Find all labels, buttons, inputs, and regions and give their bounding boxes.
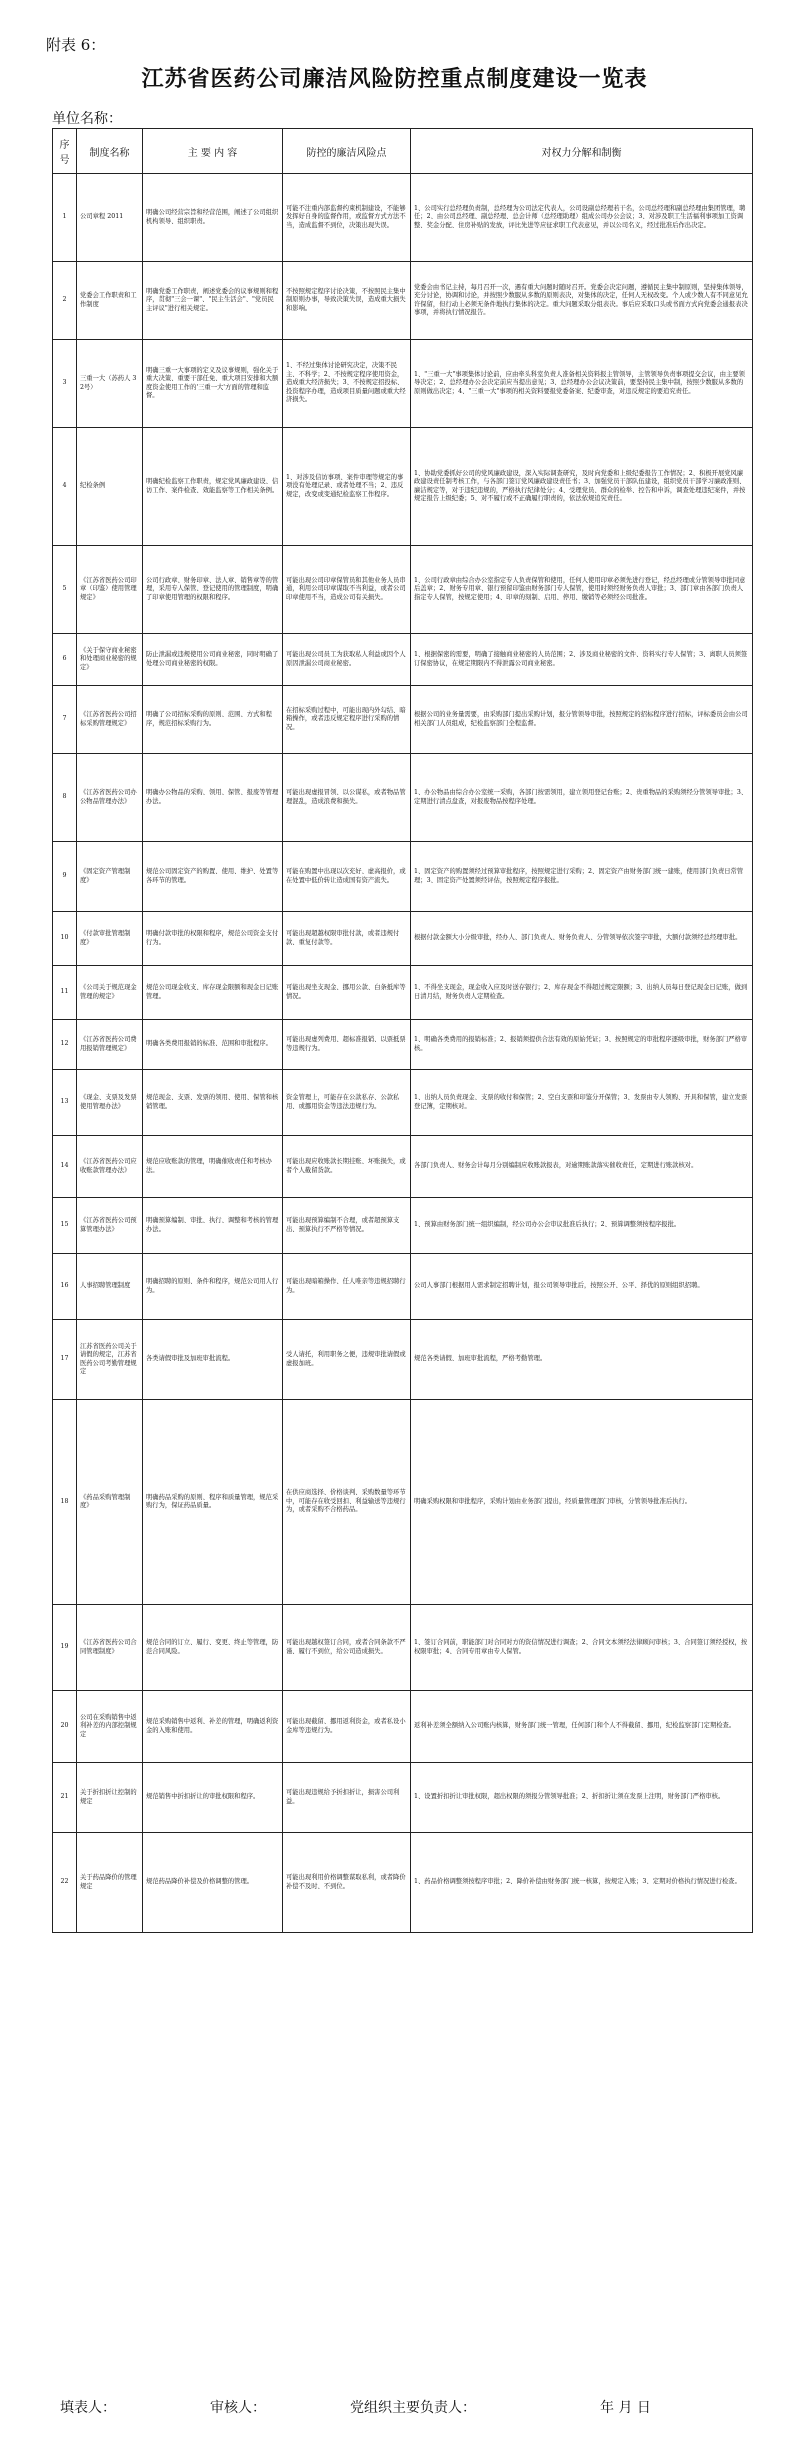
cell-no: 20 <box>53 1691 77 1763</box>
table-row <box>53 546 753 634</box>
cell-name: 《江苏省医药公司办公物品管理办法》 <box>77 754 143 842</box>
cell-name: 《付款审批管理制度》 <box>77 912 143 966</box>
cell-no: 21 <box>53 1763 77 1833</box>
cell-risk: 可能出现公司印章保管员和其他业务人员串通，利用公司印章谋取不当利益，或者公司印章使用不当，造成公司有关损失。 <box>283 546 411 634</box>
regulation-table <box>52 128 753 1933</box>
cell-content: 明确付款审批的权限和程序，规范公司资金支付行为。 <box>143 912 283 966</box>
cell-risk: 可能出现应收账款长期挂账、坏账损失，或者个人截留货款。 <box>283 1136 411 1198</box>
table-row <box>53 1320 753 1400</box>
cell-risk: 可能出现越权签订合同，或者合同条款不严谨、履行不到位，给公司造成损失。 <box>283 1605 411 1691</box>
cell-risk: 可能出现截留、挪用返利资金，或者私设小金库等违规行为。 <box>283 1691 411 1763</box>
cell-content: 明确公司经营宗旨和经营范围，阐述了公司组织机构领导、组织职责。 <box>143 174 283 262</box>
cell-content: 明确药品采购的原则、程序和质量管理，规范采购行为，保证药品质量。 <box>143 1400 283 1605</box>
cell-no: 19 <box>53 1605 77 1691</box>
cell-name: 《药品采购管理制度》 <box>77 1400 143 1605</box>
cell-no: 12 <box>53 1020 77 1070</box>
unit-name-label: 单位名称： <box>52 111 122 127</box>
cell-no: 8 <box>53 754 77 842</box>
cell-no: 5 <box>53 546 77 634</box>
cell-control: 1、签订合同前，职能部门对合同对方的资信情况进行调查；2、合同文本须经法律顾问审核；3、合同签订须经授权，按权限审批；4、合同专用章由专人保管。 <box>411 1605 753 1691</box>
cell-risk: 可能出现坐支现金、挪用公款、白条抵库等情况。 <box>283 966 411 1020</box>
header-content: 主 要 内 容 <box>143 129 283 174</box>
table-row <box>53 912 753 966</box>
cell-name: 《关于保守商业秘密和处理商业秘密的规定》 <box>77 634 143 686</box>
cell-name: 纪检条例 <box>77 428 143 546</box>
cell-no: 3 <box>53 340 77 428</box>
table-row <box>53 754 753 842</box>
cell-risk: 在供应商选择、价格谈判、采购数量等环节中，可能存在收受回扣、利益输送等违规行为，或者采购不合格药品。 <box>283 1400 411 1605</box>
cell-risk: 可能出现暗箱操作、任人唯亲等违规招聘行为。 <box>283 1254 411 1320</box>
cell-control: 1、药品价格调整须按程序审批；2、降价补偿由财务部门统一核算，按规定入账；3、定期对价格执行情况进行检查。 <box>411 1833 753 1933</box>
cell-name: 《固定资产管理制度》 <box>77 842 143 912</box>
table-row <box>53 428 753 546</box>
cell-name: 《江苏省医药公司合同管理制度》 <box>77 1605 143 1691</box>
cell-no: 15 <box>53 1198 77 1254</box>
cell-name: 关于药品降价的管理规定 <box>77 1833 143 1933</box>
cell-control: 明确采购权限和审批程序，采购计划由业务部门提出，经质量管理部门审核，分管领导批准后执行。 <box>411 1400 753 1605</box>
table-row <box>53 1605 753 1691</box>
cell-name: 关于折扣折让控制的规定 <box>77 1763 143 1833</box>
table-row <box>53 1136 753 1198</box>
cell-name: 《公司关于规范现金管理的规定》 <box>77 966 143 1020</box>
cell-content: 规范销售中折扣折让的审批权限和程序。 <box>143 1763 283 1833</box>
cell-content: 规范公司现金收支、库存现金限额和现金日记账管理。 <box>143 966 283 1020</box>
cell-control: 1、协助党委抓好公司的党风廉政建设，深入实际调查研究，及时向党委和上级纪委报告工作情况；2、积极开展党风廉政建设责任制考核工作，与各部门签订党风廉政建设责任书；3、加强党员干部队伍建设，组织党员干部学习廉政准则、廉洁规定等，对于违纪违规的，严格执行纪律处分；4、受理党员、群众的检举、控告和申诉，调查处理违纪案件，并按规定报告上级纪委；5、对不履行或不正确履行职责的，依法依规追究责任。 <box>411 428 753 546</box>
cell-no: 17 <box>53 1320 77 1400</box>
cell-name: 《江苏省医药公司预算管理办法》 <box>77 1198 143 1254</box>
cell-control: 1、根据保密的需要，明确了接触商业秘密的人员范围；2、涉及商业秘密的文件、资料实行专人保管；3、离职人员须签订保密协议，在规定期限内不得泄露公司商业秘密。 <box>411 634 753 686</box>
cell-no: 4 <box>53 428 77 546</box>
cell-content: 规范采购销售中返利、补差的管理，明确返利资金的入账和使用。 <box>143 1691 283 1763</box>
cell-name: 《江苏省医药公司应收账款管理办法》 <box>77 1136 143 1198</box>
table-row <box>53 1254 753 1320</box>
table-row <box>53 174 753 262</box>
reviewer-label: 审核人： <box>210 2400 266 2416</box>
cell-content: 各类请假审批及加班审批流程。 <box>143 1320 283 1400</box>
cell-name: 《江苏省医药公司印章（印鉴）使用管理规定》 <box>77 546 143 634</box>
cell-content: 明确招聘的原则、条件和程序，规范公司用人行为。 <box>143 1254 283 1320</box>
cell-content: 防止泄漏或违规使用公司商业秘密，同时明确了处理公司商业秘密的权限。 <box>143 634 283 686</box>
table-row <box>53 1070 753 1136</box>
cell-control: 1、出纳人员负责现金、支票的收付和保管；2、空白支票和印鉴分开保管；3、发票由专人领购、开具和保管，建立发票登记簿，定期核对。 <box>411 1070 753 1136</box>
cell-control: 公司人事部门根据用人需求制定招聘计划，报公司领导审批后，按照公开、公平、择优的原则组织招聘。 <box>411 1254 753 1320</box>
cell-control: 1、固定资产的购置须经过预算审批程序，按照规定进行采购；2、固定资产由财务部门统一建账，使用部门负责日常管理；3、固定资产处置须经评估，按照规定程序报批。 <box>411 842 753 912</box>
header-control: 对权力分解和制衡 <box>411 129 753 174</box>
cell-risk: 可能出现利用价格调整谋取私利，或者降价补偿不及时、不到位。 <box>283 1833 411 1933</box>
cell-risk: 1、不经过集体讨论研究决定，决策不民主、不科学；2、不按规定程序使用资金，造成重大经济损失；3、不按规定招投标、投资程序办理，造成项目质量问题或重大经济损失。 <box>283 340 411 428</box>
cell-content: 明确三重一大事项的定义及议事规则，强化关于重大决策、重要干部任免、重大项目安排和大额度资金使用工作的'三重一大'方面的管理和监督。 <box>143 340 283 428</box>
cell-content: 规范应收账款的管理，明确催收责任和考核办法。 <box>143 1136 283 1198</box>
attachment-label: 附表 6： <box>46 36 106 54</box>
cell-name: 《江苏省医药公司费用报销管理规定》 <box>77 1020 143 1070</box>
cell-control: 返利补差须全额纳入公司账内核算，财务部门统一管理，任何部门和个人不得截留、挪用，纪检监察部门定期检查。 <box>411 1691 753 1763</box>
cell-no: 7 <box>53 686 77 754</box>
table-row <box>53 1198 753 1254</box>
cell-risk: 受人请托，利用职务之便，违规审批请假或虚报加班。 <box>283 1320 411 1400</box>
cell-risk: 可能出现预算编制不合理，或者超预算支出、预算执行不严格等情况。 <box>283 1198 411 1254</box>
table-row <box>53 1833 753 1933</box>
cell-name: 《现金、支票及发票使用管理办法》 <box>77 1070 143 1136</box>
table-row <box>53 1400 753 1605</box>
cell-control: 各部门负责人、财务会计每月分别编制应收账款报表，对逾期账款落实催收责任，定期进行账款核对。 <box>411 1136 753 1198</box>
cell-control: 党委会由书记主持，每月召开一次，遇有重大问题时随时召开。党委会决定问题，遵循民主集中制原则，坚持集体领导，充分讨论，协调和讨论，并按照少数服从多数的原则表决，对集体的决定，任何人无权改变。个人或少数人有不同意见允许保留，但行动上必须无条件地执行集体的决定。重大问题采取分组表决。事后应采取口头或书面方式向党委会通报表决事项，并将执行情况报告。 <box>411 262 753 340</box>
cell-no: 6 <box>53 634 77 686</box>
cell-control: 1、公司实行总经理负责制，总经理为公司法定代表人，公司设副总经理若干名，公司总经理和副总经理由集团管理，聘任；2、由公司总经理、副总经理、总会计师（总经理助理）组成公司办公会议；3、对涉及职工生活福利事项加工资调整、奖金分配、住房补贴的发放，评比先进等应征求职工代表意见，并以公司名义，经过批准后作出决定。 <box>411 174 753 262</box>
cell-name: 公司章程 2011 <box>77 174 143 262</box>
table-row <box>53 262 753 340</box>
cell-risk: 在招标采购过程中，可能出现内外勾结、暗箱操作，或者违反规定程序进行采购的情况。 <box>283 686 411 754</box>
cell-no: 16 <box>53 1254 77 1320</box>
cell-risk: 1、对涉及信访事项、案件审理等规定的事项没有处理记录、或者处理不当；2、违反规定，改变或变通纪检监察工作程序。 <box>283 428 411 546</box>
cell-risk: 资金管理上，可能存在公款私存、公款私用、或挪用资金等违法违规行为。 <box>283 1070 411 1136</box>
cell-control: 1、明确各类费用的报销标准；2、报销须提供合法有效的原始凭证；3、按照规定的审批程序逐级审批，财务部门严格审核。 <box>411 1020 753 1070</box>
cell-control: 1、预算由财务部门统一组织编制，经公司办公会审议批准后执行；2、预算调整须按程序报批。 <box>411 1198 753 1254</box>
cell-name: 人事招聘管理制度 <box>77 1254 143 1320</box>
cell-risk: 可能不注重内部监督约束机制建设，不能够发挥好自身的监督作用，或监督方式方法不当，造成监督不到位，决策出现失误。 <box>283 174 411 262</box>
cell-risk: 可能在购置中出现以次充好、虚高报价，或在处置中低价转让造成国有资产流失。 <box>283 842 411 912</box>
cell-no: 14 <box>53 1136 77 1198</box>
cell-content: 规范现金、支票、发票的领用、使用、保管和核销管理。 <box>143 1070 283 1136</box>
cell-control: 根据付款金额大小分级审批，经办人、部门负责人、财务负责人、分管领导依次签字审批，大额付款须经总经理审批。 <box>411 912 753 966</box>
table-row <box>53 966 753 1020</box>
leader-label: 党组织主要负责人： <box>350 2400 476 2416</box>
cell-control: 1、公司行政章由综合办公室指定专人负责保管和使用，任何人使用印章必须先进行登记，经总经理或分管领导审批同意后盖章；2、财务专用章、银行预留印鉴由财务部门专人保管，使用时须经财务负责人审批；3、部门章由各部门负责人指定专人保管，按规定使用；4、印章的刻制、启用、停用、缴销等必须经公司批准。 <box>411 546 753 634</box>
date-label: 年 月 日 <box>600 2400 651 2416</box>
filler-label: 填表人： <box>60 2400 116 2416</box>
cell-name: 公司在采购销售中返利补差的内部控制规定 <box>77 1691 143 1763</box>
cell-risk: 可能出现公司员工为获取私人利益或因个人原因泄漏公司商业秘密。 <box>283 634 411 686</box>
cell-name: 江苏省医药公司关于请假的规定，江苏省医药公司考勤管理规定 <box>77 1320 143 1400</box>
cell-control: 1、不得坐支现金，现金收入应及时送存银行；2、库存现金不得超过规定限额；3、出纳人员每日登记现金日记账，做到日清月结，财务负责人定期检查。 <box>411 966 753 1020</box>
cell-name: 党委会工作职责和工作制度 <box>77 262 143 340</box>
header-no: 序号 <box>53 129 77 174</box>
cell-content: 明确纪检监察工作职责，规定党风廉政建设、信访工作、案件检查、效能监察等工作相关条例。 <box>143 428 283 546</box>
cell-no: 9 <box>53 842 77 912</box>
cell-content: 公司行政章、财务印章、法人章、销售章等的管理，采用专人保管、登记使用的管理制度，明确了印章使用管理的权限和程序。 <box>143 546 283 634</box>
cell-risk: 不按照规定程序讨论决策，不按照民主集中制原则办事，导致决策失误，造成重大损失和影响。 <box>283 262 411 340</box>
cell-name: 三重一大（苏药人 32号） <box>77 340 143 428</box>
header-risk: 防控的廉洁风险点 <box>283 129 411 174</box>
cell-content: 明确预算编制、审批、执行、调整和考核的管理办法。 <box>143 1198 283 1254</box>
cell-no: 13 <box>53 1070 77 1136</box>
page-title: 江苏省医药公司廉洁风险防控重点制度建设一览表 <box>141 67 648 92</box>
table-row <box>53 686 753 754</box>
cell-content: 明确办公物品的采购、领用、保管、报废等管理办法。 <box>143 754 283 842</box>
table-header-row <box>53 129 753 174</box>
cell-no: 18 <box>53 1400 77 1605</box>
cell-content: 明确党委工作职责，阐述党委会的议事规则和程序，贯彻"三会一课"、"民主生活会"、"党员民主评议"进行相关规定。 <box>143 262 283 340</box>
cell-content: 明确各类费用报销的标准、范围和审批程序。 <box>143 1020 283 1070</box>
table-row <box>53 340 753 428</box>
cell-control: 规范各类请假、加班审批流程，严格考勤管理。 <box>411 1320 753 1400</box>
cell-no: 11 <box>53 966 77 1020</box>
cell-control: 1、办公物品由综合办公室统一采购，各部门按需领用，建立领用登记台账；2、贵重物品的采购须经分管领导审批；3、定期进行清点盘查，对报废物品按程序处理。 <box>411 754 753 842</box>
table-row <box>53 842 753 912</box>
cell-risk: 可能出现超越权限审批付款，或者违规付款、重复付款等。 <box>283 912 411 966</box>
header-name: 制度名称 <box>77 129 143 174</box>
cell-control: 1、设置折扣折让审批权限，超出权限的须报分管领导批准；2、折扣折让须在发票上注明，财务部门严格审核。 <box>411 1763 753 1833</box>
table-row <box>53 634 753 686</box>
cell-risk: 可能出现违规给予折扣折让，损害公司利益。 <box>283 1763 411 1833</box>
cell-no: 1 <box>53 174 77 262</box>
table-body <box>53 174 753 1933</box>
cell-no: 2 <box>53 262 77 340</box>
table-row <box>53 1763 753 1833</box>
table-row <box>53 1691 753 1763</box>
cell-no: 10 <box>53 912 77 966</box>
cell-content: 规范合同的订立、履行、变更、终止等管理，防范合同风险。 <box>143 1605 283 1691</box>
cell-no: 22 <box>53 1833 77 1933</box>
cell-control: 根据公司的业务量需要，由采购部门提出采购计划，报分管领导审批，按照规定的招标程序进行招标，评标委员会由公司相关部门人员组成，纪检监察部门全程监督。 <box>411 686 753 754</box>
cell-control: 1、"三重一大"事项集体讨论前，应由牵头科室负责人准备相关资料报主管领导，主管领导负责事项提交会议，由主要领导决定；2、总经理办公会决定前应当提出意见；3、总经理办公会议决策前，要坚持民主集中制，按照少数服从多数的原则做出决定；4、"三重一大"事项的相关资料要报党委备案、纪委审查，对违反规定的要追究责任。 <box>411 340 753 428</box>
cell-risk: 可能出现虚报冒领、以公谋私，或者物品管理混乱，造成浪费和损失。 <box>283 754 411 842</box>
cell-risk: 可能出现虚列费用、超标准报销、以票抵票等违规行为。 <box>283 1020 411 1070</box>
cell-name: 《江苏省医药公司招标采购管理规定》 <box>77 686 143 754</box>
cell-content: 明确了公司招标采购的原则、范围、方式和程序，规范招标采购行为。 <box>143 686 283 754</box>
cell-content: 规范公司固定资产的购置、使用、维护、处置等各环节的管理。 <box>143 842 283 912</box>
table-row <box>53 1020 753 1070</box>
cell-content: 规范药品降价补偿及价格调整的管理。 <box>143 1833 283 1933</box>
